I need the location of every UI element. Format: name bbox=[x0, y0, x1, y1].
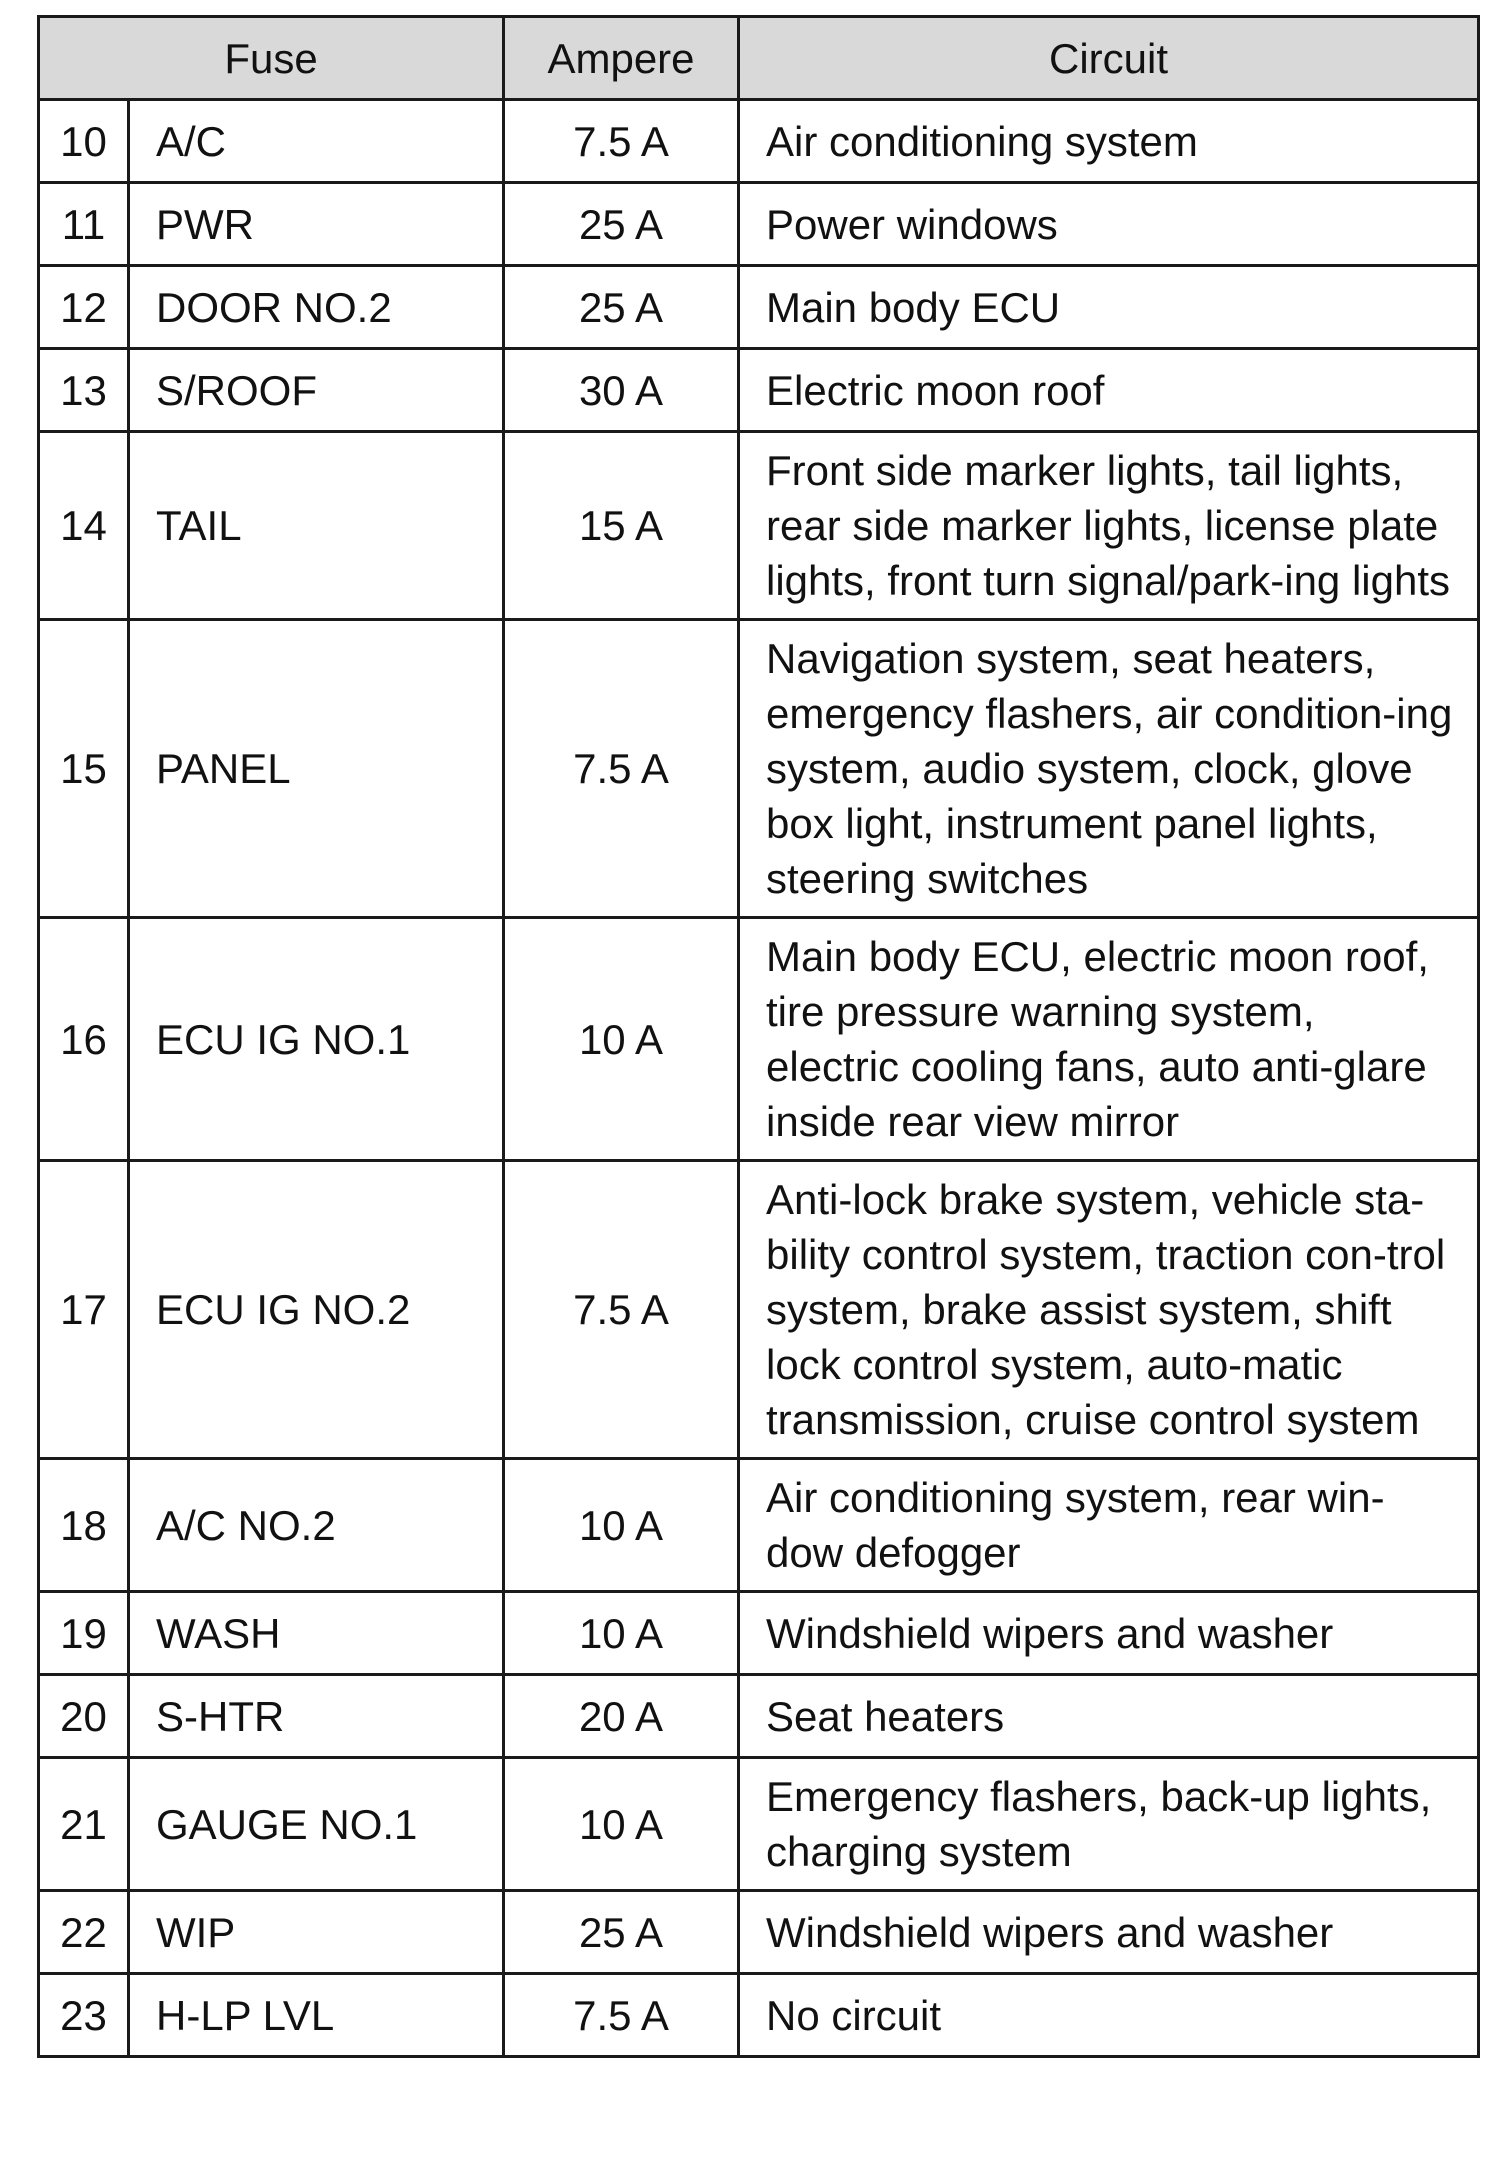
fuse-name: TAIL bbox=[129, 432, 504, 620]
fuse-ampere: 10 A bbox=[504, 1592, 739, 1675]
table-row bbox=[39, 266, 1479, 349]
fuse-circuit: Electric moon roof bbox=[739, 349, 1479, 432]
table-row bbox=[39, 1161, 1479, 1459]
fuse-ampere: 25 A bbox=[504, 183, 739, 266]
fuse-name: S-HTR bbox=[129, 1675, 504, 1758]
fuse-circuit: Front side marker lights, tail lights, rear side marker lights, license plate lights, front turn signal/park-ing lights bbox=[739, 432, 1479, 620]
fuse-name: PWR bbox=[129, 183, 504, 266]
fuse-name: A/C NO.2 bbox=[129, 1459, 504, 1592]
fuse-ampere: 7.5 A bbox=[504, 1161, 739, 1459]
fuse-number: 19 bbox=[39, 1592, 129, 1675]
fuse-number: 22 bbox=[39, 1891, 129, 1974]
fuse-circuit: Seat heaters bbox=[739, 1675, 1479, 1758]
header-ampere: Ampere bbox=[504, 17, 739, 100]
fuse-ampere: 20 A bbox=[504, 1675, 739, 1758]
fuse-ampere: 7.5 A bbox=[504, 100, 739, 183]
fuse-ampere: 7.5 A bbox=[504, 1974, 739, 2057]
fuse-number: 11 bbox=[39, 183, 129, 266]
fuse-name: ECU IG NO.1 bbox=[129, 918, 504, 1161]
table-body bbox=[39, 100, 1479, 2057]
fuse-circuit: Main body ECU bbox=[739, 266, 1479, 349]
header-fuse: Fuse bbox=[39, 17, 504, 100]
table-row bbox=[39, 1592, 1479, 1675]
fuse-name: GAUGE NO.1 bbox=[129, 1758, 504, 1891]
fuse-name: DOOR NO.2 bbox=[129, 266, 504, 349]
fuse-ampere: 10 A bbox=[504, 1758, 739, 1891]
fuse-number: 18 bbox=[39, 1459, 129, 1592]
table-row bbox=[39, 918, 1479, 1161]
fuse-ampere: 10 A bbox=[504, 1459, 739, 1592]
fuse-name: ECU IG NO.2 bbox=[129, 1161, 504, 1459]
fuse-name: PANEL bbox=[129, 620, 504, 918]
fuse-circuit: Air conditioning system bbox=[739, 100, 1479, 183]
fuse-ampere: 10 A bbox=[504, 918, 739, 1161]
header-row bbox=[39, 17, 1479, 100]
fuse-ampere: 15 A bbox=[504, 432, 739, 620]
fuse-ampere: 25 A bbox=[504, 1891, 739, 1974]
table-row bbox=[39, 620, 1479, 918]
fuse-circuit: Power windows bbox=[739, 183, 1479, 266]
fuse-number: 14 bbox=[39, 432, 129, 620]
fuse-ampere: 25 A bbox=[504, 266, 739, 349]
fuse-circuit: Emergency flashers, back-up lights, charging system bbox=[739, 1758, 1479, 1891]
fuse-name: WASH bbox=[129, 1592, 504, 1675]
table-row bbox=[39, 1459, 1479, 1592]
fuse-ampere: 30 A bbox=[504, 349, 739, 432]
fuse-number: 21 bbox=[39, 1758, 129, 1891]
fuse-number: 15 bbox=[39, 620, 129, 918]
fuse-circuit: No circuit bbox=[739, 1974, 1479, 2057]
table-header bbox=[39, 17, 1479, 100]
fuse-name: S/ROOF bbox=[129, 349, 504, 432]
fuse-circuit: Windshield wipers and washer bbox=[739, 1592, 1479, 1675]
table-row bbox=[39, 1675, 1479, 1758]
fuse-number: 13 bbox=[39, 349, 129, 432]
fuse-name: H-LP LVL bbox=[129, 1974, 504, 2057]
table-row bbox=[39, 1891, 1479, 1974]
table-row bbox=[39, 183, 1479, 266]
fuse-table bbox=[37, 15, 1480, 2058]
table-row bbox=[39, 1974, 1479, 2057]
table-row bbox=[39, 100, 1479, 183]
fuse-name: WIP bbox=[129, 1891, 504, 1974]
fuse-number: 16 bbox=[39, 918, 129, 1161]
fuse-number: 23 bbox=[39, 1974, 129, 2057]
table-row bbox=[39, 432, 1479, 620]
fuse-name: A/C bbox=[129, 100, 504, 183]
fuse-number: 17 bbox=[39, 1161, 129, 1459]
fuse-circuit: Air conditioning system, rear win-dow defogger bbox=[739, 1459, 1479, 1592]
fuse-circuit: Main body ECU, electric moon roof, tire pressure warning system, electric cooling fans, auto anti-glare inside rear view mirror bbox=[739, 918, 1479, 1161]
fuse-circuit: Navigation system, seat heaters, emergency flashers, air condition-ing system, audio system, clock, glove box light, instrument panel lights, steering switches bbox=[739, 620, 1479, 918]
fuse-number: 20 bbox=[39, 1675, 129, 1758]
fuse-ampere: 7.5 A bbox=[504, 620, 739, 918]
table-row bbox=[39, 349, 1479, 432]
fuse-number: 12 bbox=[39, 266, 129, 349]
header-circuit: Circuit bbox=[739, 17, 1479, 100]
table-row bbox=[39, 1758, 1479, 1891]
fuse-number: 10 bbox=[39, 100, 129, 183]
fuse-circuit: Windshield wipers and washer bbox=[739, 1891, 1479, 1974]
fuse-circuit: Anti-lock brake system, vehicle sta-bility control system, traction con-trol system, brake assist system, shift lock control system, auto-matic transmission, cruise control system bbox=[739, 1161, 1479, 1459]
